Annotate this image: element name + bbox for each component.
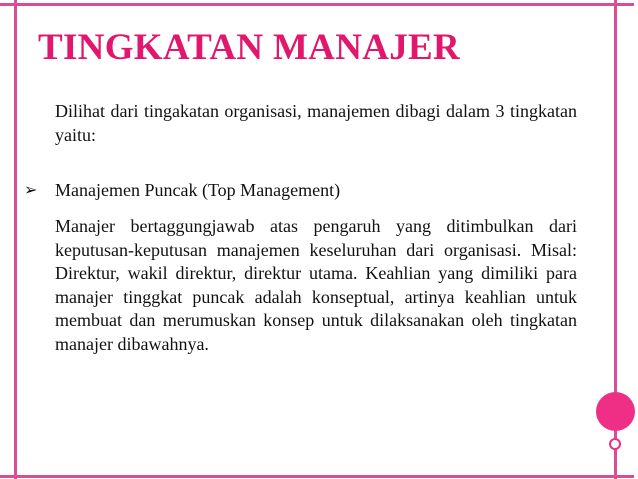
frame-left-line: [14, 0, 17, 479]
decorative-circle-large: [596, 392, 635, 431]
bullet-item: [24, 179, 584, 203]
frame-bottom-line: [0, 475, 634, 478]
bullet-label: Manajemen Puncak (Top Management): [55, 180, 341, 200]
slide-title: TINGKATAN MANAJER: [38, 27, 461, 68]
arrow-bullet-icon: ➢: [24, 182, 38, 199]
body-paragraph: Manajer bertaggungjawab atas pengaruh yang ditimbulkan dari keputusan-keputusan manajemen keseluruhan dari organisasi. Misal: Direktur, wakil direktur, direktur utama. Keahlian yang dimiliki para manajer tinggkat puncak adalah konseptual, artinya keahlian untuk membuat dan merumuskan konsep untuk dilaksanakan oleh tingkatan manajer dibawahnya.: [55, 216, 577, 354]
frame-top-line: [0, 3, 634, 6]
decorative-circle-small: [609, 438, 621, 450]
intro-paragraph: Dilihat dari tingakatan organisasi, manajemen dibagi dalam 3 tingkatan yaitu:: [55, 101, 577, 145]
